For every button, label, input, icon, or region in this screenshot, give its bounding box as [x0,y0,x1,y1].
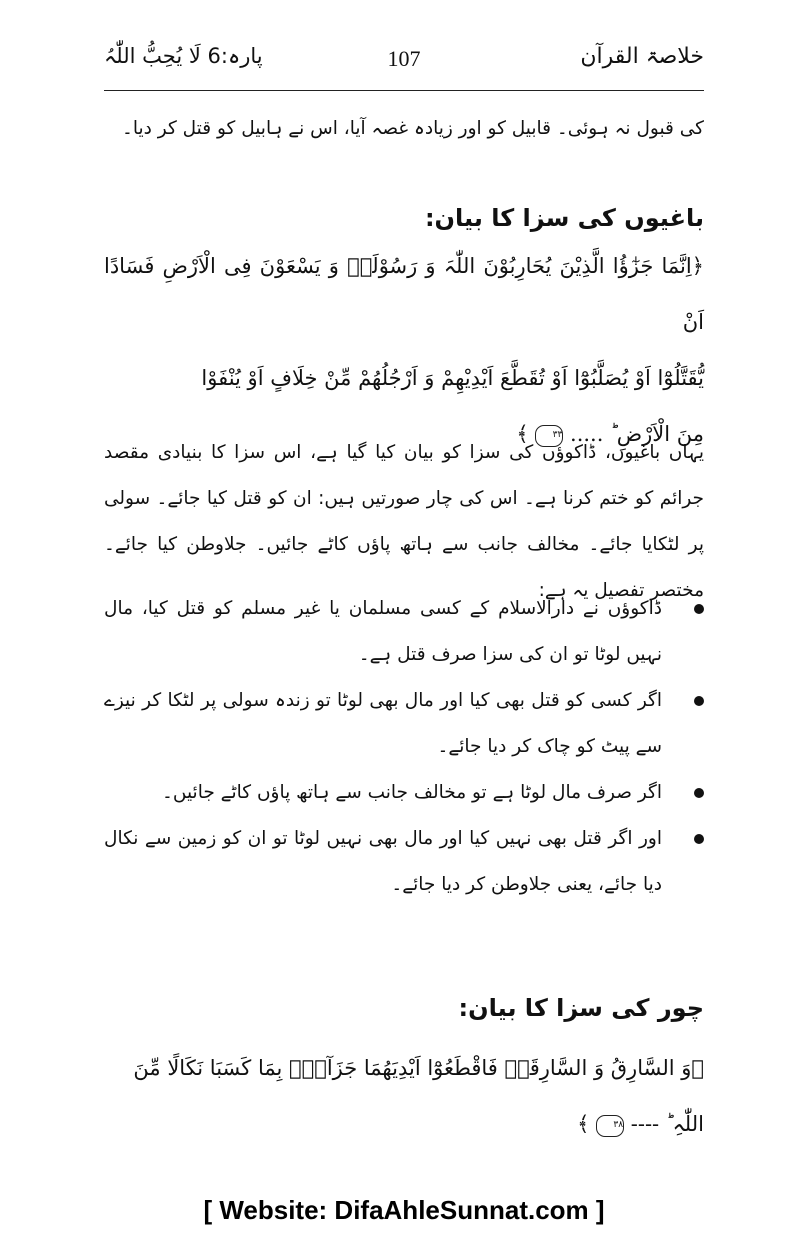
list-item [104,678,704,770]
website-footer: [ Website: DifaAhleSunnat.com ] [203,1195,605,1225]
verse-text: اللّٰہِ ؕ ---- [630,1112,704,1136]
thief-heading: چور کی سزا کا بیان: [458,994,704,1022]
verse-line [104,1096,704,1152]
list-item-text: اور اگر قتل بھی نہیں کیا اور مال بھی نہیں لوٹا تو ان کو زمین سے نکال دیا جائے، یعنی جلاوطن کر دیا جائے۔ [104,828,662,895]
bullet-icon [694,788,704,798]
para-label: پارہ:6 لَا یُحِبُّ اللّٰہُ [104,44,263,68]
verse-line: ﴿وَ السَّارِقُ وَ السَّارِقَۃُ فَاقْطَعُوْٓا اَیْدِیَھُمَا جَزَآءًۢ بِمَا کَسَبَا نَکَالًا مِّنَ [133,1056,704,1080]
punishment-list [104,586,704,908]
thief-verse [104,1040,704,1152]
page-number: 107 [387,46,421,71]
verse-line: ﴿اِنَّمَا جَزٰٓؤُا الَّذِیْنَ یُحَارِبُوْنَ اللّٰہَ وَ رَسُوْلَہٗ وَ یَسْعَوْنَ فِی الْاَرْضِ فَسَادًا اَنْ [104,254,704,334]
list-item-text: اگر صرف مال لوٹا ہے تو مخالف جانب سے ہاتھ پاؤں کاٹے جائیں۔ [162,782,662,803]
verse-text: مِنَ الْاَرْضِ ؕ ..... [570,422,704,446]
page-header [104,44,704,84]
list-item-text: ڈاکوؤں نے دارالاسلام کے کسی مسلمان یا غیر مسلم کو قتل کیا، مال نہیں لوٹا تو ان کی سزا صرف قتل ہے۔ [104,598,662,665]
header-divider [104,90,704,91]
list-item [104,816,704,908]
verse-close-bracket: ﴾ [516,422,529,446]
list-item [104,770,704,816]
list-item-text: اگر کسی کو قتل بھی کیا اور مال بھی لوٹا تو زندہ سولی پر لٹکا کر نیزے سے پیٹ کو چاک کر دیا جائے۔ [104,690,662,757]
list-item [104,586,704,678]
bullet-icon [694,834,704,844]
book-title: خلاصۃ القرآن [580,44,704,69]
ayah-number-marker: ٣٣ [535,425,563,447]
verse-close-bracket: ﴾ [577,1112,590,1136]
verse-line: یُّقَتَّلُوْٓا اَوْ یُصَلَّبُوْٓا اَوْ تُقَطَّعَ اَیْدِیْھِمْ وَ اَرْجُلُھُمْ مِّنْ خِلَافٍ اَوْ یُنْفَوْا [201,366,704,390]
rebels-verse [104,238,704,462]
rebels-explanation: یہاں باغیوں، ڈاکوؤں کی سزا کو بیان کیا گیا ہے، اس سزا کا بنیادی مقصد جرائم کو ختم کرنا ہے۔ اس کی چار صورتیں ہیں: ان کو قتل کیا جائے۔ سولی پر لٹکایا جائے۔ مخالف جانب سے ہاتھ پاؤں کاٹے جائیں۔ جلاوطن کیا جائے۔ مختصر تفصیل یہ ہے: [104,442,704,601]
ayah-number-marker: ٣٨ [596,1115,624,1137]
rebels-heading: باغیوں کی سزا کا بیان: [424,204,704,232]
bullet-icon [694,604,704,614]
intro-line: کی قبول نہ ہوئی۔ قابیل کو اور زیادہ غصہ آیا، اس نے ہابیل کو قتل کر دیا۔ [122,118,704,139]
bullet-icon [694,696,704,706]
